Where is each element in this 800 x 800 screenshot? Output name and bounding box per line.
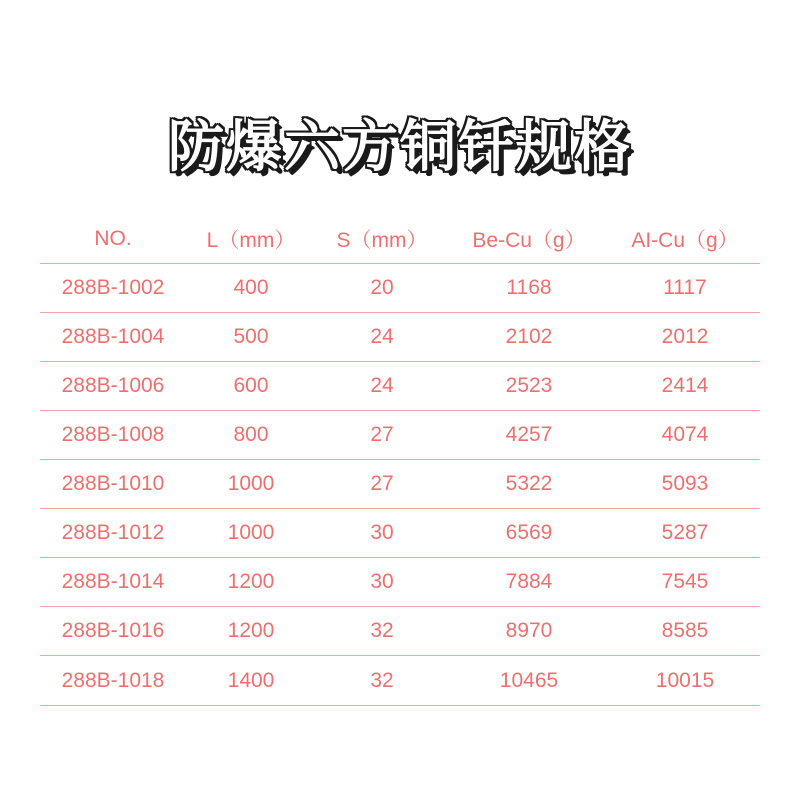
- cell-be-cu-weight: 7884: [448, 558, 610, 607]
- cell-length: 800: [186, 411, 316, 460]
- table-row: [40, 460, 760, 509]
- cell-length: 1000: [186, 509, 316, 558]
- cell-size: 30: [316, 558, 448, 607]
- cell-no: 288B-1018: [40, 656, 186, 706]
- cell-be-cu-weight: 10465: [448, 656, 610, 706]
- cell-size: 32: [316, 607, 448, 656]
- cell-no: 288B-1002: [40, 264, 186, 313]
- header-size: S（mm）: [316, 215, 448, 264]
- cell-be-cu-weight: 6569: [448, 509, 610, 558]
- cell-length: 1200: [186, 607, 316, 656]
- cell-size: 24: [316, 313, 448, 362]
- cell-al-cu-weight: 8585: [610, 607, 760, 656]
- cell-no: 288B-1010: [40, 460, 186, 509]
- cell-length: 500: [186, 313, 316, 362]
- table-body: [40, 264, 760, 706]
- cell-be-cu-weight: 8970: [448, 607, 610, 656]
- table-row: [40, 558, 760, 607]
- cell-size: 32: [316, 656, 448, 706]
- cell-al-cu-weight: 2414: [610, 362, 760, 411]
- header-al-cu-weight: AI-Cu（g）: [610, 215, 760, 264]
- cell-size: 20: [316, 264, 448, 313]
- cell-al-cu-weight: 5093: [610, 460, 760, 509]
- cell-length: 1200: [186, 558, 316, 607]
- cell-be-cu-weight: 4257: [448, 411, 610, 460]
- header-length: L（mm）: [186, 215, 316, 264]
- table-row: [40, 607, 760, 656]
- cell-no: 288B-1004: [40, 313, 186, 362]
- table-row: [40, 411, 760, 460]
- cell-al-cu-weight: 7545: [610, 558, 760, 607]
- cell-length: 1400: [186, 656, 316, 706]
- cell-no: 288B-1008: [40, 411, 186, 460]
- cell-size: 30: [316, 509, 448, 558]
- cell-size: 27: [316, 460, 448, 509]
- table-row: [40, 362, 760, 411]
- header-no: NO.: [40, 215, 186, 264]
- table-header-row: [40, 215, 760, 264]
- cell-al-cu-weight: 1117: [610, 264, 760, 313]
- page-title: 防爆六方铜钎规格: [168, 115, 632, 180]
- table-row: [40, 313, 760, 362]
- table-row: [40, 656, 760, 706]
- cell-size: 24: [316, 362, 448, 411]
- cell-be-cu-weight: 2523: [448, 362, 610, 411]
- cell-be-cu-weight: 2102: [448, 313, 610, 362]
- cell-al-cu-weight: 4074: [610, 411, 760, 460]
- cell-no: 288B-1014: [40, 558, 186, 607]
- cell-size: 27: [316, 411, 448, 460]
- cell-al-cu-weight: 10015: [610, 656, 760, 706]
- cell-length: 400: [186, 264, 316, 313]
- cell-be-cu-weight: 5322: [448, 460, 610, 509]
- cell-length: 1000: [186, 460, 316, 509]
- cell-no: 288B-1012: [40, 509, 186, 558]
- cell-no: 288B-1006: [40, 362, 186, 411]
- header-be-cu-weight: Be-Cu（g）: [448, 215, 610, 264]
- cell-length: 600: [186, 362, 316, 411]
- cell-al-cu-weight: 2012: [610, 313, 760, 362]
- table-row: [40, 509, 760, 558]
- spec-table: [40, 215, 760, 706]
- cell-no: 288B-1016: [40, 607, 186, 656]
- cell-be-cu-weight: 1168: [448, 264, 610, 313]
- cell-al-cu-weight: 5287: [610, 509, 760, 558]
- table-row: [40, 264, 760, 313]
